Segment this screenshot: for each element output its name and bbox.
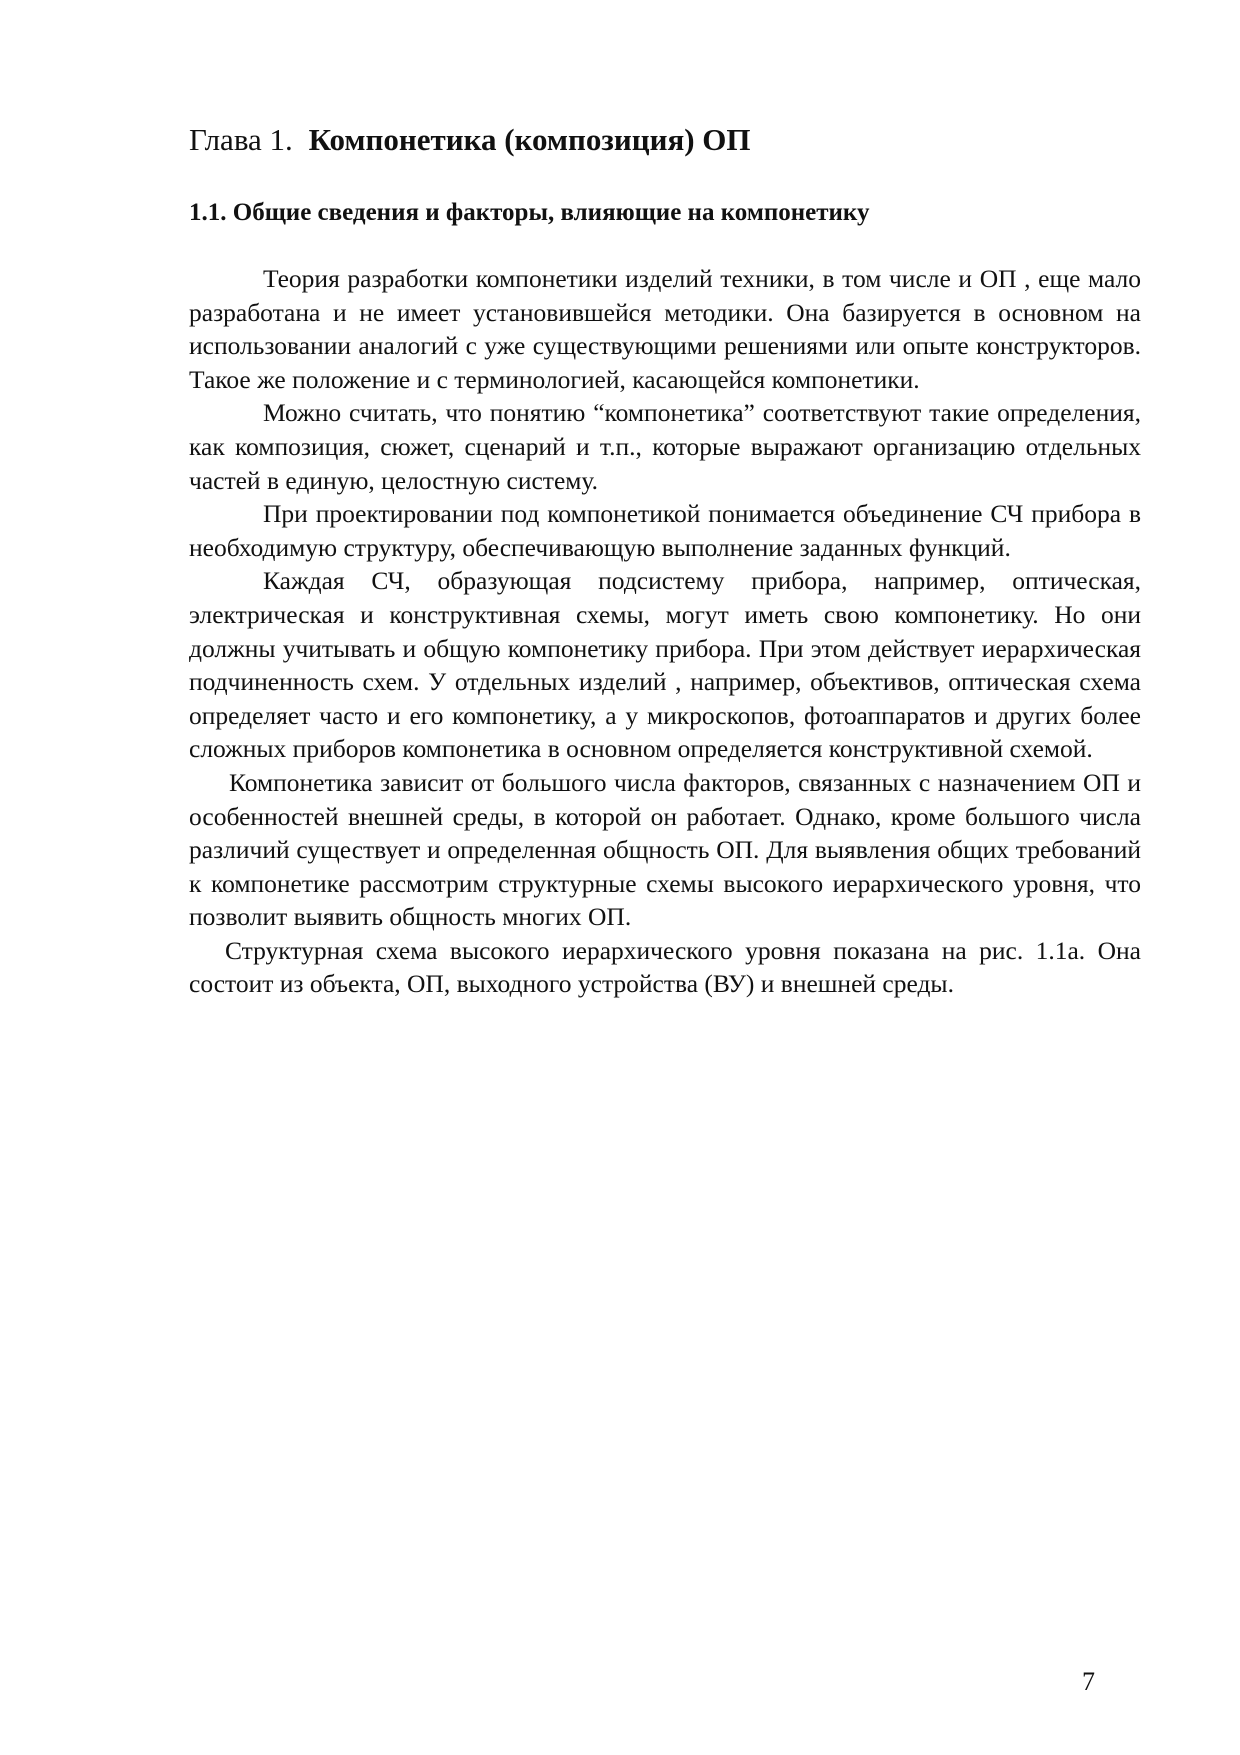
chapter-heading <box>189 120 751 160</box>
body-text <box>189 262 1141 1001</box>
paragraph: Компонетика зависит от большого числа факторов, связанных с назначением ОП и особенностей внешней среды, в которой он работает. Однако, кроме большого числа различий существует и определенная общность ОП. Для выявления общих требований к компонетике рассмотрим структурные схемы высокого иерархического уровня, что позволит выявить общность многих ОП. <box>189 767 1141 932</box>
chapter-label: Глава 1. <box>189 122 293 157</box>
paragraph: Каждая СЧ, образующая подсистему прибора, например, оптическая, электрическая и конструктивная схемы, могут иметь свою компонетику. Но они должны учитывать и общую компонетику прибора. При этом действует иерархическая подчиненность схем. У отдельных изделий , например, объективов, оптическая схема определяет часто и его компонетику, а у микроскопов, фотоаппаратов и других более сложных приборов компонетика в основном определяется конструктивной схемой. <box>189 566 1141 764</box>
paragraph: Структурная схема высокого иерархического уровня показана на рис. 1.1а. Она состоит из объекта, ОП, выходного устройства (ВУ) и внешней среды. <box>189 935 1141 999</box>
section-heading: 1.1. Общие сведения и факторы, влияющие на компонетику <box>189 199 870 226</box>
chapter-title: Компонетика (композиция) ОП <box>308 122 751 157</box>
page-number: 7 <box>1082 1667 1095 1696</box>
paragraph: Можно считать, что понятию “компонетика” соответствуют такие определения, как композиция, сюжет, сценарий и т.п., которые выражают организацию отдельных частей в единую, целостную систему. <box>189 398 1141 495</box>
paragraph: Теория разработки компонетики изделий техники, в том числе и ОП , еще мало разработана и не имеет установившейся методики. Она базируется в основном на использовании аналогий с уже существующими решениями или опыте конструкторов. Такое же положение и с терминологией, касающейся компонетики. <box>189 264 1141 394</box>
paragraph: При проектировании под компонетикой понимается объединение СЧ прибора в необходимую структуру, обеспечивающую выполнение заданных функций. <box>189 499 1141 562</box>
